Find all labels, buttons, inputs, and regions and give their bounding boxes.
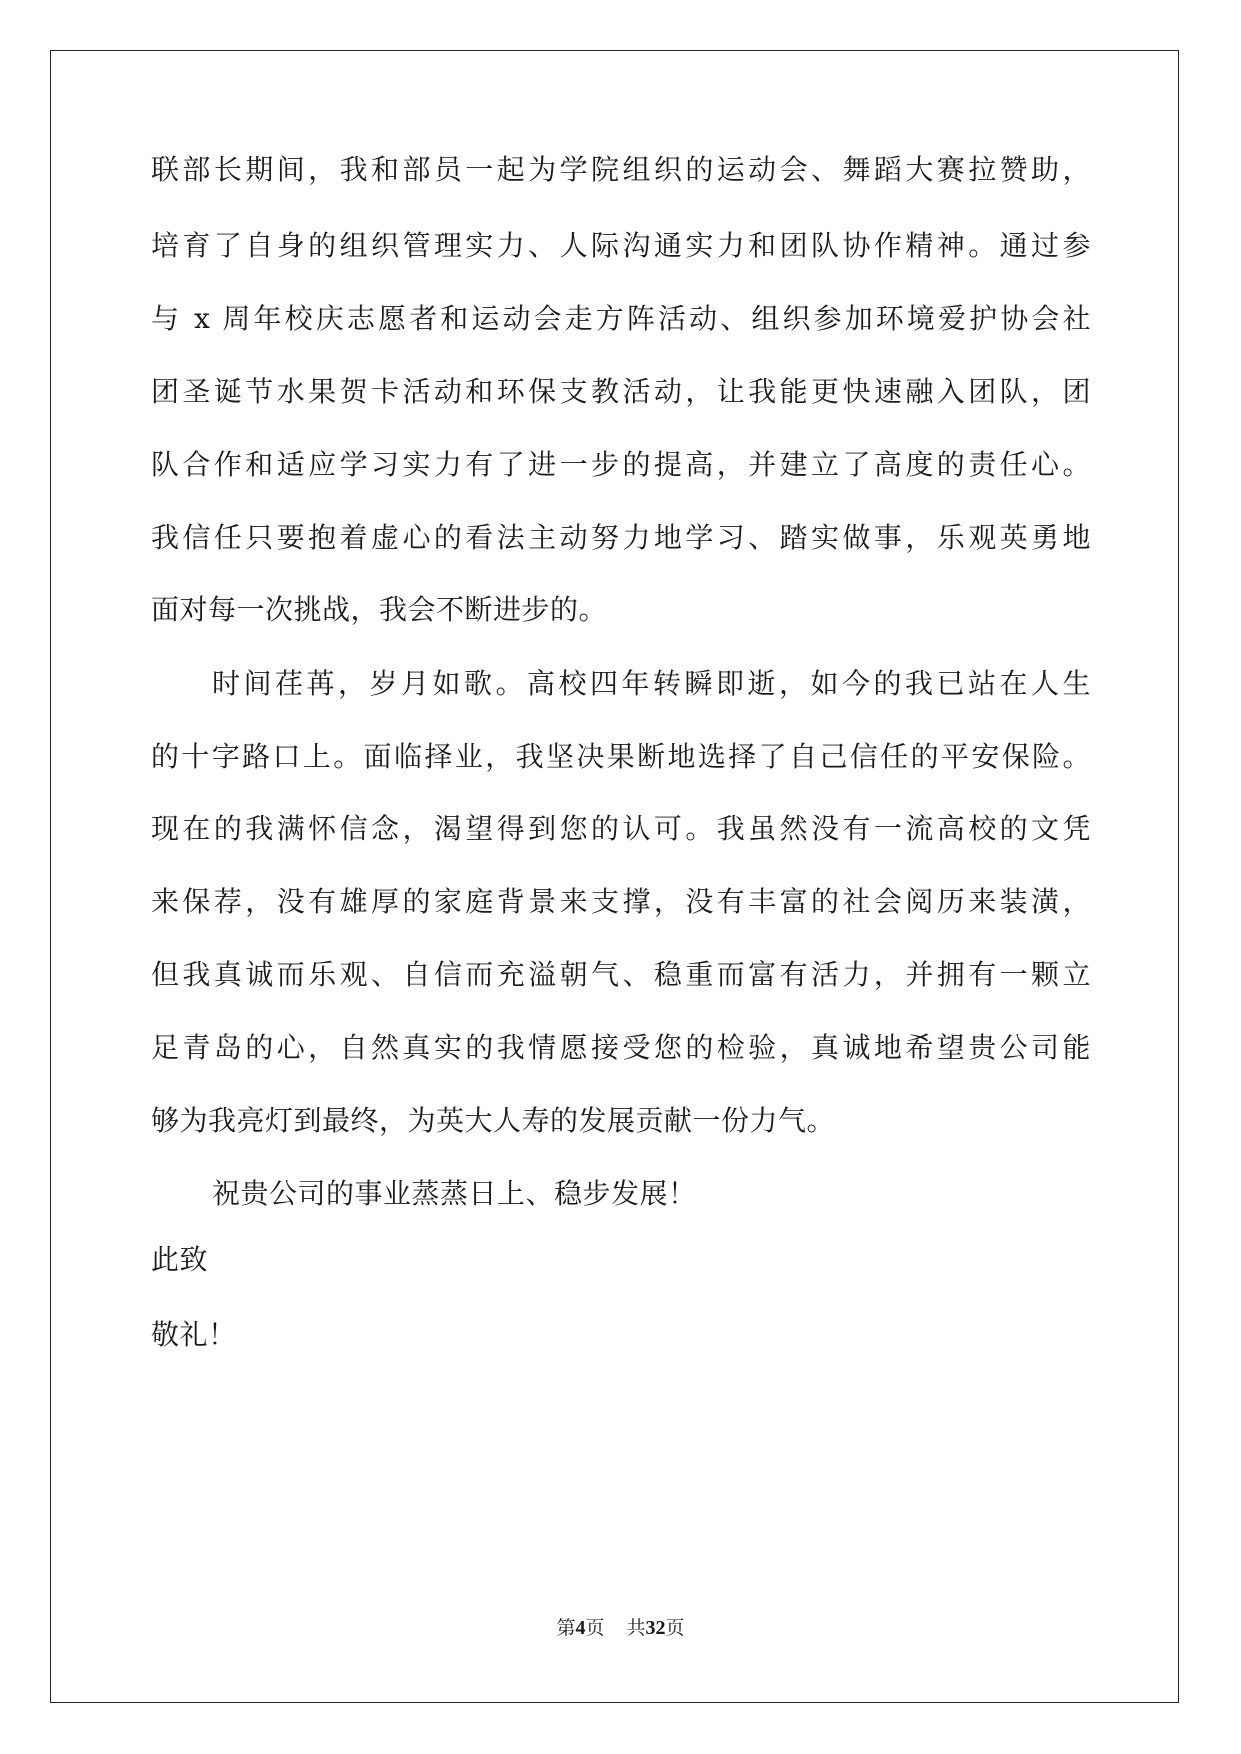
body-line-1: 联部长期间，我和部员一起为学院组织的运动会、舞蹈大赛拉赞助， <box>151 153 1091 186</box>
page-footer <box>0 1613 1241 1640</box>
body-line-9: 的十字路口上。面临择业，我坚决果断地选择了自己信任的平安保险。 <box>151 740 1091 773</box>
footer-prefix: 第 <box>556 1617 576 1639</box>
body-line-3: 与 x 周年校庆志愿者和运动会走方阵活动、组织参加环境爱护协会社 <box>151 302 1091 335</box>
body-line-8: 时间荏苒，岁月如歌。高校四年转瞬即逝，如今的我已站在人生 <box>212 667 1091 700</box>
body-line-13: 足青岛的心，自然真实的我情愿接受您的检验，真诚地希望贵公司能 <box>151 1031 1091 1064</box>
body-line-11: 来保荐，没有雄厚的家庭背景来支撑，没有丰富的社会阅历来装潢， <box>151 885 1091 918</box>
closing-wish: 祝贵公司的事业蒸蒸日上、稳步发展！ <box>212 1177 697 1210</box>
body-line-10: 现在的我满怀信念，渴望得到您的认可。我虽然没有一流高校的文凭 <box>151 812 1091 845</box>
body-line-5: 队合作和适应学习实力有了进一步的提高，并建立了高度的责任心。 <box>151 448 1091 481</box>
body-line-2: 培育了自身的组织管理实力、人际沟通实力和团队协作精神。通过参 <box>151 229 1091 262</box>
footer-total-pages: 32 <box>645 1617 666 1639</box>
body-line-7: 面对每一次挑战，我会不断进步的。 <box>151 593 608 626</box>
page-border <box>50 50 1179 1703</box>
body-line-6: 我信任只要抱着虚心的看法主动努力地学习、踏实做事，乐观英勇地 <box>151 521 1091 554</box>
salutation-cizhi: 此致 <box>151 1243 209 1276</box>
body-line-14: 够为我亮灯到最终，为英大人寿的发展贡献一份力气。 <box>151 1104 836 1137</box>
footer-total-suffix: 页 <box>665 1617 685 1639</box>
footer-page-suffix: 页 <box>585 1617 605 1639</box>
body-line-12: 但我真诚而乐观、自信而充溢朝气、稳重而富有活力，并拥有一颗立 <box>151 958 1091 991</box>
footer-total-prefix: 共 <box>626 1617 646 1639</box>
footer-page-number: 4 <box>575 1617 586 1639</box>
salutation-jingli: 敬礼！ <box>151 1318 237 1351</box>
body-line-4: 团圣诞节水果贺卡活动和环保支教活动，让我能更快速融入团队，团 <box>151 375 1091 408</box>
